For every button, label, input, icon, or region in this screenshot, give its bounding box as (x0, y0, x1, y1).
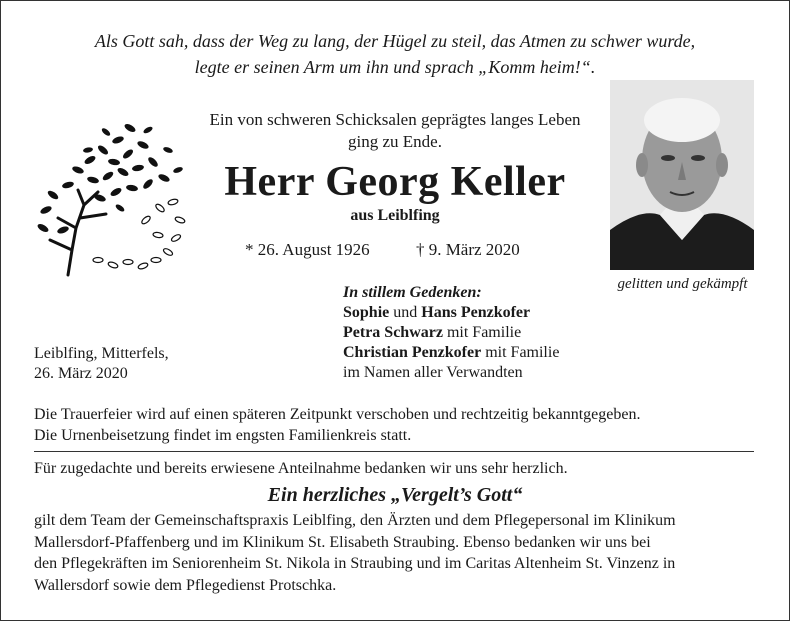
mourner-name: Hans Penzkofer (421, 304, 531, 321)
mourners-heading: In stillem Gedenken: (343, 284, 482, 301)
thanks-text: Für zugedachte und bereits erwiesene Anteilnahme bedanken wir uns sehr herzlich. (34, 460, 568, 477)
life-dates (245, 240, 520, 260)
mourner-suffix: mit Familie (442, 324, 522, 341)
portrait-image (610, 80, 754, 270)
death-date: † 9. März 2020 (415, 240, 520, 259)
portrait-photo (610, 80, 754, 270)
gratitude-line: Wallersdorf sowie dem Pflegedienst Protschka. (34, 576, 337, 594)
tree-illustration (28, 110, 188, 280)
mourner-line (343, 343, 559, 363)
photo-caption: gelitten und gekämpft (617, 276, 748, 292)
mourner-line (343, 303, 559, 323)
gratitude-text (34, 510, 774, 596)
notice-line: Die Urnenbeisetzung findet im engsten Familienkreis statt. (34, 427, 412, 444)
mourner-line (343, 323, 559, 343)
intro-line: Ein von schweren Schicksalen geprägtes langes Leben (209, 110, 581, 129)
mourner-name: Christian Penzkofer (343, 344, 482, 361)
intro-line: ging zu Ende. (348, 132, 442, 151)
deceased-origin: aus Leiblfing (350, 207, 440, 224)
mourner-suffix: mit Familie (481, 344, 560, 361)
place-date (34, 344, 169, 384)
motto (0, 28, 790, 80)
gratitude-line: den Pflegekräften im Seniorenheim St. Nikola in Straubing und im Caritas Altenheim St. Vinzenz in (34, 555, 676, 572)
mourners-list (343, 283, 559, 383)
vergelts-heading: Ein herzliches „Vergelt’s Gott“ (267, 484, 523, 506)
notice-line: Die Trauerfeier wird auf einen späteren Zeitpunkt verschoben und rechtzeitig bekanntgegeben. (34, 406, 641, 423)
funeral-notice (34, 404, 764, 446)
deceased-name: Herr Georg Keller (224, 159, 566, 205)
divider (34, 451, 754, 452)
date-line: 26. März 2020 (34, 365, 128, 382)
mourner-name: Petra Schwarz (343, 324, 443, 341)
gratitude-line: gilt dem Team der Gemeinschaftspraxis Leiblfing, den Ärzten und dem Pflegepersonal im Klinikum (34, 512, 676, 529)
mourner-name: Sophie (343, 304, 390, 321)
birth-date: * 26. August 1926 (245, 240, 370, 259)
gratitude-line: Mallersdorf-Pfaffenberg und im Klinikum St. Elisabeth Straubing. Ebenso bedanken wir uns bei (34, 533, 651, 551)
motto-line: legte er seinen Arm um ihn und sprach „Komm heim!“. (194, 57, 596, 77)
mourner-connector: und (389, 304, 422, 321)
intro-text (190, 109, 600, 153)
place-line: Leiblfing, Mitterfels, (34, 345, 169, 362)
mourner-line: im Namen aller Verwandten (343, 364, 523, 381)
motto-line: Als Gott sah, dass der Weg zu lang, der Hügel zu steil, das Atmen zu schwer wurde, (94, 31, 696, 51)
